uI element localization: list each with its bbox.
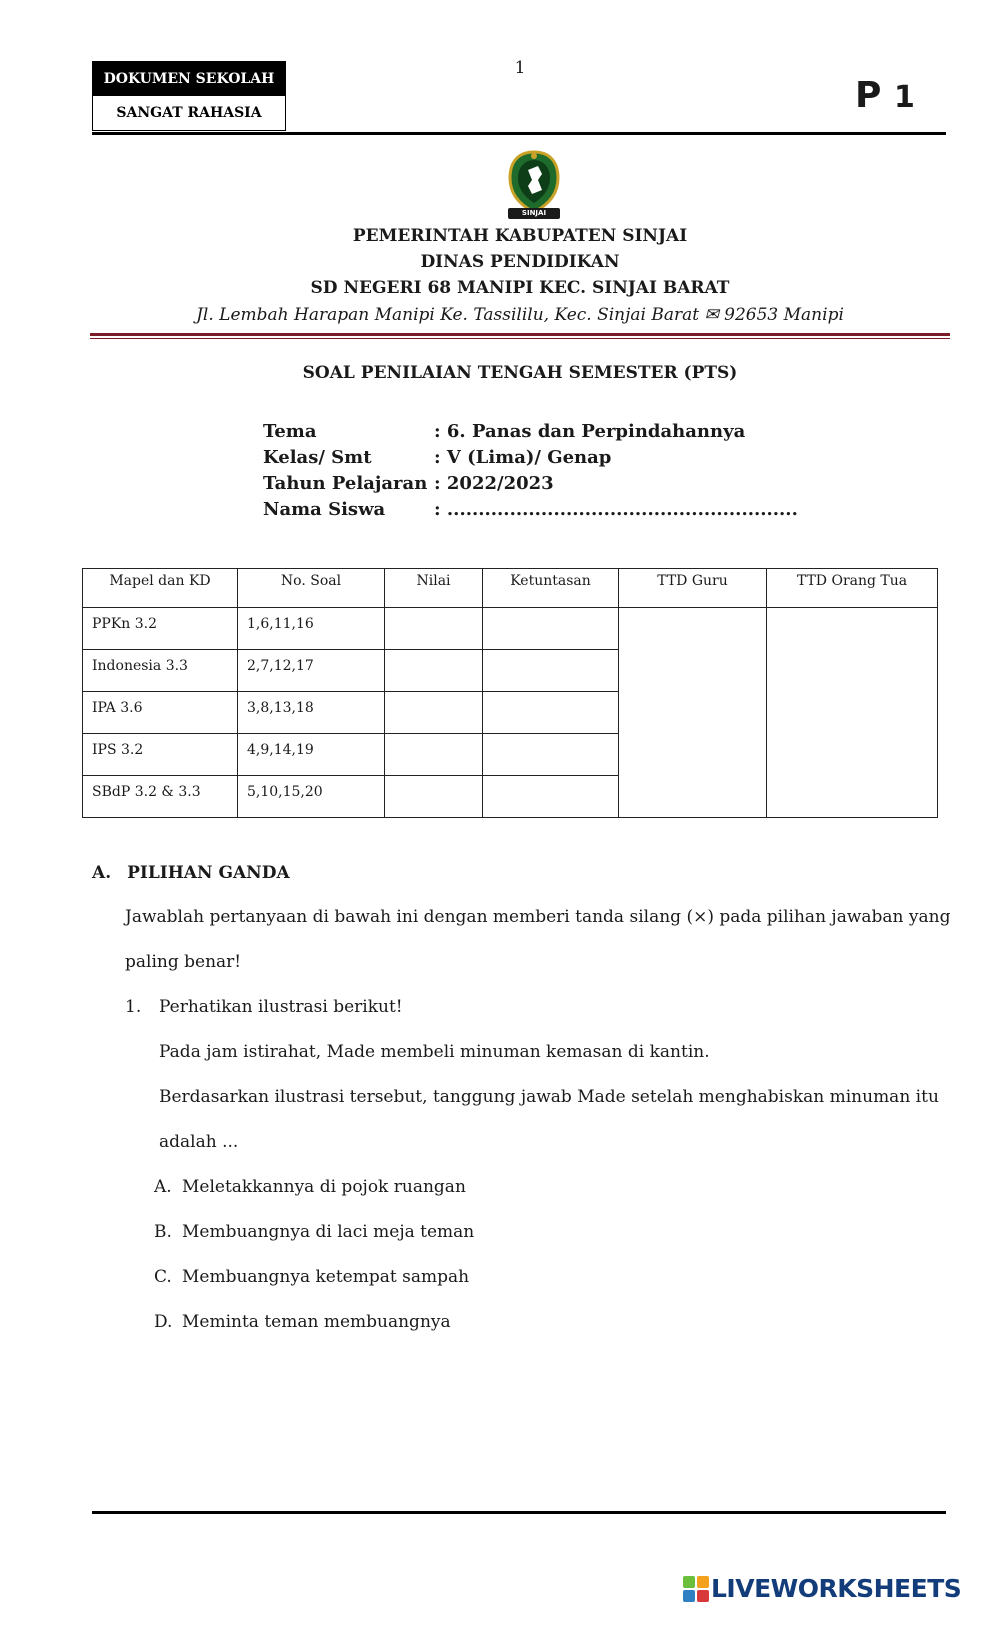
section-heading — [92, 863, 290, 883]
answer-option-c[interactable] — [154, 1267, 470, 1287]
option-letter: C. — [154, 1267, 172, 1287]
question-numbers-cell: 2,7,12,17 — [238, 650, 385, 692]
letterhead-rule-thin — [90, 338, 950, 339]
question-numbers-cell: 3,8,13,18 — [238, 692, 385, 734]
option-letter: A. — [154, 1177, 172, 1197]
table-header: No. Soal — [238, 569, 385, 608]
question-story: Pada jam istirahat, Made membeli minuman kemasan di kantin. — [159, 1042, 710, 1062]
table-header: Ketuntasan — [483, 569, 619, 608]
letterhead-address: Jl. Lembah Harapan Manipi Ke. Tassililu, Kec. Sinjai Barat ✉ 92653 Manipi — [196, 305, 844, 325]
completion-cell[interactable] — [483, 776, 619, 818]
liveworksheets-grid-icon — [683, 1576, 709, 1602]
subject-cell: SBdP 3.2 & 3.3 — [83, 776, 238, 818]
score-cell[interactable] — [385, 734, 483, 776]
completion-cell[interactable] — [483, 692, 619, 734]
table-header: TTD Orang Tua — [767, 569, 938, 608]
regency-logo — [498, 148, 570, 224]
completion-cell[interactable] — [483, 734, 619, 776]
header-rule — [92, 132, 946, 135]
score-cell[interactable] — [385, 608, 483, 650]
meta-value-student: : ........................................................ — [434, 499, 798, 520]
option-text: Membuangnya ketempat sampah — [182, 1267, 470, 1287]
score-cell[interactable] — [385, 776, 483, 818]
score-cell[interactable] — [385, 650, 483, 692]
secrecy-label: SANGAT RAHASIA — [93, 96, 285, 130]
question-prompt: Perhatikan ilustrasi berikut! — [159, 997, 403, 1017]
question-numbers-cell: 1,6,11,16 — [238, 608, 385, 650]
subject-cell: Indonesia 3.3 — [83, 650, 238, 692]
meta-label-student: Nama Siswa — [263, 499, 386, 520]
completion-cell[interactable] — [483, 608, 619, 650]
letterhead-school: SD NEGERI 68 MANIPI KEC. SINJAI BARAT — [310, 278, 730, 298]
document-stamp — [92, 61, 286, 131]
question-ask-line-2: adalah ... — [159, 1132, 239, 1152]
table-header-row — [83, 569, 938, 608]
liveworksheets-wordmark: LIVEWORKSHEETS — [711, 1574, 962, 1603]
instruction-line-2: paling benar! — [125, 952, 242, 972]
parent-signature-cell[interactable] — [767, 608, 938, 818]
table-header: Nilai — [385, 569, 483, 608]
exam-title: SOAL PENILAIAN TENGAH SEMESTER (PTS) — [302, 363, 738, 383]
table-row — [83, 608, 938, 650]
letterhead-department: DINAS PENDIDIKAN — [420, 252, 620, 272]
instruction-line-1: Jawablah pertanyaan di bawah ini dengan memberi tanda silang (×) pada pilihan jawaban yang — [125, 907, 951, 927]
meta-label-class: Kelas/ Smt — [263, 447, 372, 468]
score-cell[interactable] — [385, 692, 483, 734]
question-number: 1. — [125, 997, 142, 1017]
paper-code-number: 1 — [893, 80, 915, 115]
answer-option-a[interactable] — [154, 1177, 466, 1197]
paper-code — [855, 75, 915, 116]
logo-banner-text: SINJAI — [521, 209, 547, 217]
meta-value-year: : 2022/2023 — [434, 473, 554, 494]
section-letter: A. — [92, 863, 112, 883]
option-letter: B. — [154, 1222, 172, 1242]
answer-option-d[interactable] — [154, 1312, 451, 1332]
table-header: Mapel dan KD — [83, 569, 238, 608]
letterhead-rule-thick — [90, 333, 950, 336]
doc-label: DOKUMEN SEKOLAH — [93, 62, 285, 96]
teacher-signature-cell[interactable] — [619, 608, 767, 818]
letterhead-government: PEMERINTAH KABUPATEN SINJAI — [352, 226, 688, 246]
meta-value-theme: : 6. Panas dan Perpindahannya — [434, 421, 746, 442]
question-numbers-cell: 4,9,14,19 — [238, 734, 385, 776]
table-header: TTD Guru — [619, 569, 767, 608]
option-text: Membuangnya di laci meja teman — [182, 1222, 475, 1242]
subject-cell: IPA 3.6 — [83, 692, 238, 734]
option-letter: D. — [154, 1312, 173, 1332]
option-text: Meletakkannya di pojok ruangan — [182, 1177, 466, 1197]
meta-label-year: Tahun Pelajaran — [263, 473, 428, 494]
page-number: 1 — [514, 58, 526, 78]
footer-rule — [92, 1511, 946, 1514]
question-ask-line-1: Berdasarkan ilustrasi tersebut, tanggung jawab Made setelah menghabiskan minuman itu — [159, 1087, 939, 1107]
subject-cell: PPKn 3.2 — [83, 608, 238, 650]
answer-option-b[interactable] — [154, 1222, 475, 1242]
completion-cell[interactable] — [483, 650, 619, 692]
option-text: Meminta teman membuangnya — [182, 1312, 451, 1332]
meta-label-theme: Tema — [263, 421, 317, 442]
question-numbers-cell: 5,10,15,20 — [238, 776, 385, 818]
paper-code-letter: P — [855, 75, 882, 116]
subject-cell: IPS 3.2 — [83, 734, 238, 776]
score-table — [82, 568, 938, 818]
meta-value-class: : V (Lima)/ Genap — [434, 447, 612, 468]
section-title: PILIHAN GANDA — [127, 863, 290, 883]
